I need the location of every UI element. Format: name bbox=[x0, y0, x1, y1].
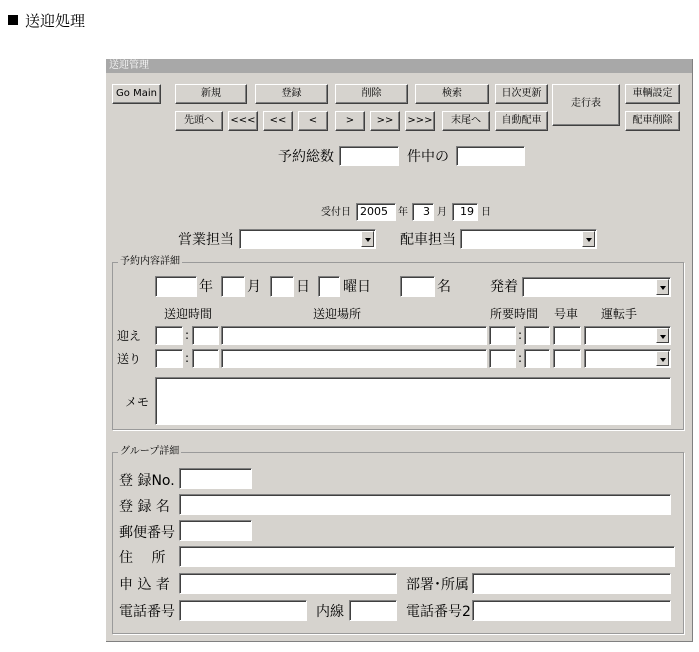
dispatch-delete-button[interactable]: 配車削除 bbox=[625, 111, 680, 131]
phone-field[interactable] bbox=[179, 600, 307, 621]
chevron-down-icon[interactable] bbox=[656, 351, 669, 366]
dropoff-hour-field[interactable] bbox=[155, 349, 183, 368]
reception-day-field[interactable]: 19 bbox=[452, 203, 478, 221]
pickup-required-colon: : bbox=[518, 328, 523, 342]
form-window bbox=[106, 59, 693, 642]
register-button[interactable]: 登録 bbox=[255, 84, 328, 104]
sales-rep-select[interactable] bbox=[239, 229, 376, 249]
reception-year-field[interactable]: 2005 bbox=[356, 203, 396, 221]
phone2-field[interactable] bbox=[472, 600, 671, 621]
group-details-title: グループ詳細 bbox=[120, 446, 180, 457]
dropoff-minute-field[interactable] bbox=[192, 349, 219, 368]
pickup-place-field[interactable] bbox=[221, 326, 487, 345]
address-field[interactable] bbox=[179, 546, 675, 567]
address-label: 住 所 bbox=[119, 550, 166, 566]
pickup-label: 迎え bbox=[117, 329, 142, 343]
pickup-required-minute-field[interactable] bbox=[524, 326, 550, 345]
current-record-field[interactable] bbox=[456, 146, 525, 166]
postal-code-label: 郵便番号 bbox=[119, 525, 175, 541]
of-label: 件中の bbox=[407, 149, 449, 165]
go-main-button[interactable]: Go Main bbox=[112, 84, 161, 104]
col-header-car: 号車 bbox=[554, 307, 579, 321]
new-button[interactable]: 新規 bbox=[175, 84, 247, 104]
dropoff-place-field[interactable] bbox=[221, 349, 487, 368]
department-field[interactable] bbox=[472, 573, 671, 594]
col-header-required-time: 所要時間 bbox=[490, 307, 539, 321]
dispatch-rep-label: 配車担当 bbox=[400, 232, 456, 248]
applicant-label: 申 込 者 bbox=[119, 577, 170, 593]
chevron-down-icon[interactable] bbox=[582, 231, 595, 247]
pickup-driver-select[interactable] bbox=[584, 326, 671, 345]
pickup-required-hour-field[interactable] bbox=[489, 326, 516, 345]
booking-day-unit: 日 bbox=[296, 279, 310, 295]
dropoff-required-colon: : bbox=[518, 351, 523, 365]
daily-update-button[interactable]: 日次更新 bbox=[495, 84, 548, 104]
department-label: 部署･所属 bbox=[406, 577, 469, 593]
departure-label: 発着 bbox=[490, 279, 518, 295]
dropoff-time-colon: : bbox=[185, 351, 190, 365]
dispatch-rep-select[interactable] bbox=[460, 229, 597, 249]
booking-day-field[interactable] bbox=[270, 276, 294, 297]
back-2-button[interactable]: << bbox=[263, 111, 293, 131]
reception-date-label: 受付日 bbox=[321, 207, 351, 218]
pickup-time-colon: : bbox=[185, 328, 190, 342]
auto-dispatch-button[interactable]: 自動配車 bbox=[495, 111, 548, 131]
month-unit-label: 月 bbox=[437, 207, 447, 218]
vehicle-settings-button[interactable]: 車輌設定 bbox=[625, 84, 680, 104]
chevron-down-icon[interactable] bbox=[361, 231, 374, 247]
departure-select[interactable] bbox=[522, 277, 671, 297]
booking-month-unit: 月 bbox=[247, 279, 261, 295]
square-bullet-icon bbox=[8, 15, 18, 25]
pickup-hour-field[interactable] bbox=[155, 326, 183, 345]
extension-field[interactable] bbox=[349, 600, 397, 621]
dropoff-driver-select[interactable] bbox=[584, 349, 671, 368]
dropoff-required-hour-field[interactable] bbox=[489, 349, 516, 368]
back-1-button[interactable]: < bbox=[298, 111, 328, 131]
sales-rep-label: 営業担当 bbox=[178, 232, 234, 248]
reg-name-field[interactable] bbox=[179, 494, 671, 515]
col-header-driver: 運転手 bbox=[601, 307, 638, 321]
booking-weekday-field[interactable] bbox=[318, 276, 340, 297]
last-record-button[interactable]: 末尾へ bbox=[442, 111, 490, 131]
first-record-button[interactable]: 先頭へ bbox=[175, 111, 223, 131]
delete-button[interactable]: 削除 bbox=[335, 84, 408, 104]
booking-year-unit: 年 bbox=[199, 279, 213, 295]
applicant-field[interactable] bbox=[179, 573, 397, 594]
postal-code-field[interactable] bbox=[179, 520, 252, 541]
phone2-label: 電話番号2 bbox=[406, 604, 471, 620]
search-button[interactable]: 検索 bbox=[415, 84, 489, 104]
pickup-car-field[interactable] bbox=[553, 326, 581, 345]
booking-month-field[interactable] bbox=[221, 276, 245, 297]
reg-name-label: 登 録 名 bbox=[119, 499, 170, 515]
phone-label: 電話番号 bbox=[119, 604, 175, 620]
memo-label: メモ bbox=[125, 395, 150, 409]
forward-2-button[interactable]: >> bbox=[370, 111, 400, 131]
memo-field[interactable] bbox=[155, 377, 671, 425]
chevron-down-icon[interactable] bbox=[656, 279, 669, 295]
reg-no-field[interactable] bbox=[179, 468, 252, 489]
col-header-place: 送迎場所 bbox=[313, 307, 362, 321]
col-header-time: 送迎時間 bbox=[164, 307, 213, 321]
booking-weekday-unit: 曜日 bbox=[343, 279, 371, 295]
booking-people-unit: 名 bbox=[437, 279, 451, 295]
reception-month-field[interactable]: 3 bbox=[412, 203, 434, 221]
total-count-label: 予約総数 bbox=[278, 149, 334, 165]
dropoff-required-minute-field[interactable] bbox=[524, 349, 550, 368]
total-count-field[interactable] bbox=[339, 146, 399, 166]
extension-label: 内線 bbox=[316, 604, 344, 620]
forward-1-button[interactable]: > bbox=[335, 111, 365, 131]
window-titlebar: 送迎管理 bbox=[106, 59, 692, 73]
reg-no-label: 登 録No. bbox=[119, 473, 175, 489]
booking-details-title: 予約内容詳細 bbox=[120, 256, 180, 267]
day-unit-label: 日 bbox=[481, 207, 491, 218]
booking-year-field[interactable] bbox=[155, 276, 197, 297]
back-3-button[interactable]: <<< bbox=[228, 111, 258, 131]
dropoff-car-field[interactable] bbox=[553, 349, 581, 368]
forward-3-button[interactable]: >>> bbox=[405, 111, 435, 131]
page-heading-text: 送迎処理 bbox=[25, 12, 86, 30]
page-heading bbox=[8, 10, 85, 31]
driving-table-button[interactable]: 走行表 bbox=[552, 84, 620, 126]
pickup-minute-field[interactable] bbox=[192, 326, 219, 345]
dropoff-label: 送り bbox=[117, 352, 142, 366]
year-unit-label: 年 bbox=[398, 207, 408, 218]
booking-people-field[interactable] bbox=[400, 276, 435, 297]
chevron-down-icon[interactable] bbox=[656, 328, 669, 343]
